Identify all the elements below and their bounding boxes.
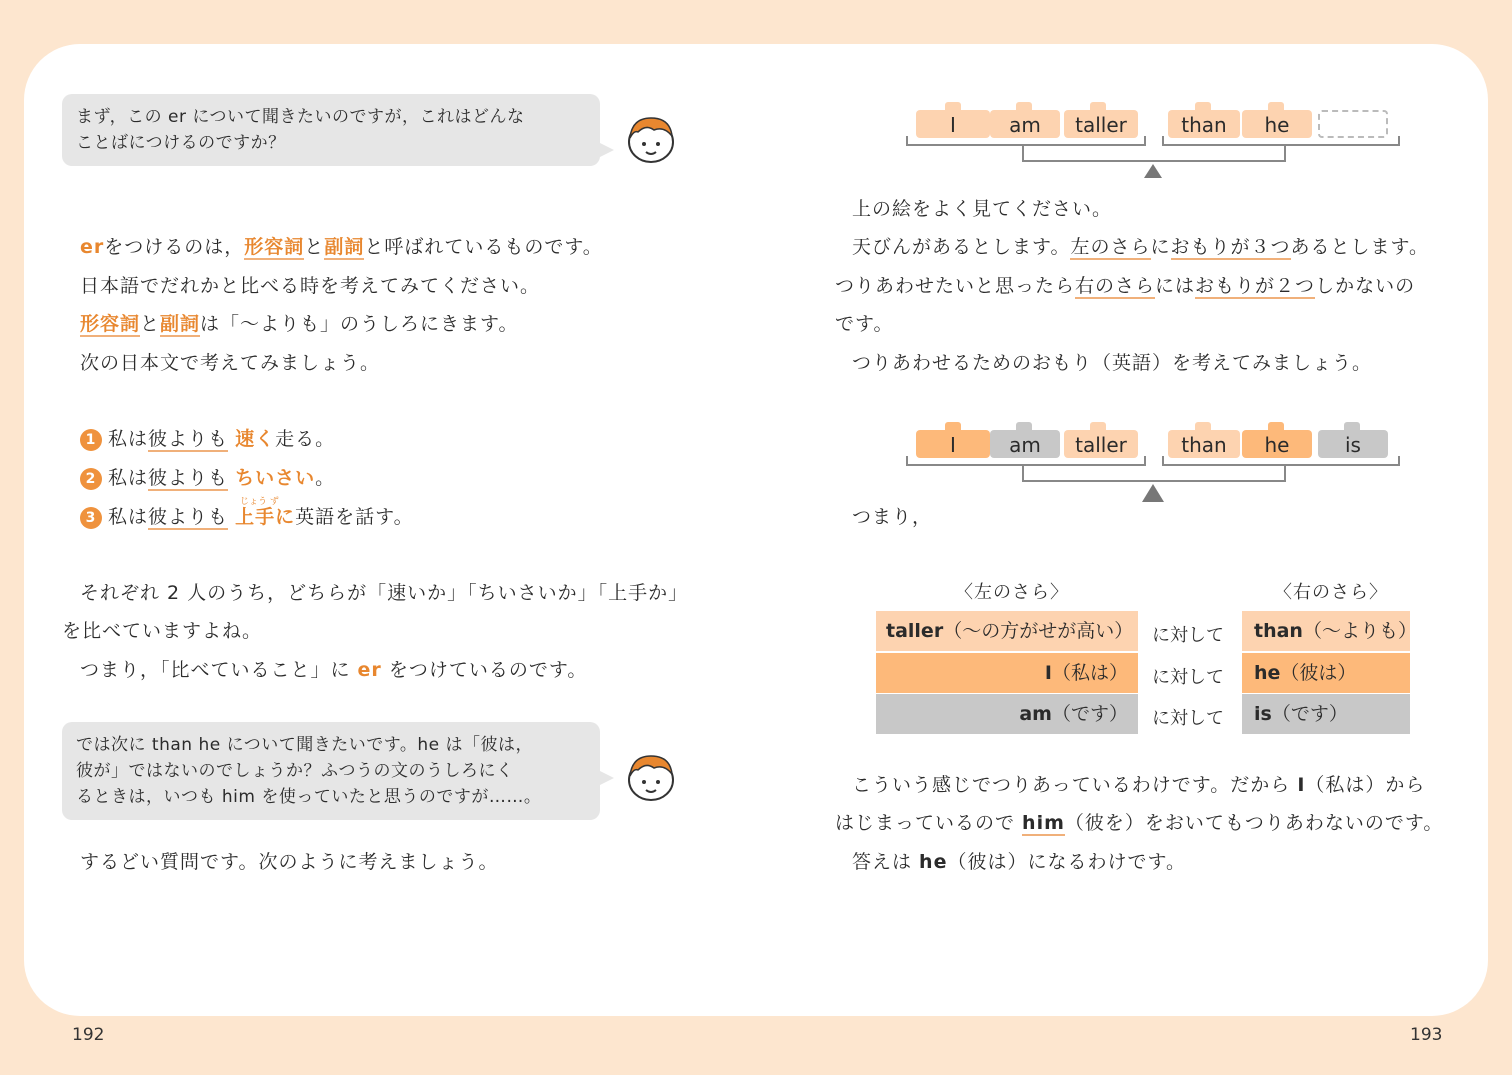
missing-weight-block [1318, 110, 1388, 138]
weight-block: he [1242, 110, 1312, 138]
scale-beam [1022, 466, 1286, 482]
student-face-icon [624, 112, 678, 166]
bubble-line: まず，この er について聞きたいのですが，これはどんな [76, 107, 525, 127]
question-bubble-1 [62, 94, 600, 166]
student-face-icon [624, 750, 678, 804]
bubble-line: では次に than he について聞きたいです。he は「彼は， [76, 735, 534, 755]
paragraph-line: 次の日本文で考えてみましょう。 [80, 352, 381, 374]
table-cell-right: than（～よりも） [1242, 611, 1410, 651]
table-cell-mid: に対して [1152, 625, 1224, 646]
furigana: じょう ず [240, 497, 279, 507]
paragraph-line: 形容詞と副詞は「～よりも」のうしろにきます。 [80, 313, 519, 335]
paragraph-line: こういう感じでつりあっているわけです。だから I（私は）から [852, 774, 1426, 796]
paragraph-line: するどい質問です。次のように考えましょう。 [80, 851, 499, 873]
weight-block: am [990, 110, 1060, 138]
question-bubble-2 [62, 722, 600, 820]
weight-block: than [1168, 430, 1240, 458]
table-cell-left: taller（～の方がせが高い） [876, 611, 1138, 651]
left-pan [906, 456, 1146, 466]
paragraph-line: 答えは he（彼は）になるわけです。 [852, 851, 1186, 873]
balance-scale-2 [902, 418, 1402, 508]
page-number-right: 193 [1410, 1025, 1443, 1045]
example-3: 3 私は彼よりも 上手に英語を話す。 [80, 504, 414, 530]
table-cell-right: he（彼は） [1242, 653, 1410, 693]
right-pan [1162, 456, 1400, 466]
example-1: 1 私は彼よりも 速く走る。 [80, 426, 335, 452]
balance-scale-1 [902, 98, 1402, 188]
paragraph-line: を比べていますよね。 [62, 620, 263, 642]
paragraph-line: です。 [835, 313, 894, 335]
paragraph-line: つりあわせるためのおもり（英語）を考えてみましょう。 [852, 352, 1373, 374]
left-pan [906, 136, 1146, 146]
right-pan [1162, 136, 1400, 146]
example-2: 2 私は彼よりも ちいさい。 [80, 465, 335, 491]
weight-block: he [1242, 430, 1312, 458]
paragraph-line: 上の絵をよく見てください。 [852, 198, 1113, 220]
table-cell-mid: に対して [1152, 667, 1224, 688]
paragraph-line: erをつけるのは，形容詞と副詞と呼ばれているものです。 [80, 236, 603, 258]
page-number-left: 192 [72, 1025, 105, 1045]
table-cell-right: is（です） [1242, 694, 1410, 734]
paragraph-line: つまり， [852, 506, 933, 528]
paragraph-line: 天びんがあるとします。左のさらにおもりが３つあるとします。 [852, 236, 1430, 258]
fulcrum [1144, 164, 1162, 178]
weight-block: am [990, 430, 1060, 458]
paragraph-line: 日本語でだれかと比べる時を考えてみてください。 [80, 275, 541, 297]
fulcrum [1142, 484, 1164, 502]
weight-block: taller [1064, 110, 1138, 138]
bubble-line: 彼が」ではないのでしょうか？ふつうの文のうしろにく [76, 761, 514, 781]
paragraph-line: つまり，「比べていること」に er をつけているのです。 [80, 659, 588, 681]
right-pan-header: 〈右のさら〉 [1274, 582, 1388, 603]
weight-block: taller [1064, 430, 1138, 458]
table-cell-left: am（です） [876, 694, 1138, 734]
scale-beam [1022, 146, 1286, 162]
table-cell-left: I（私は） [876, 653, 1138, 693]
paragraph-line: はじまっているので him（彼を）をおいてもつりあわないのです。 [835, 812, 1444, 834]
weight-block: than [1168, 110, 1240, 138]
table-cell-mid: に対して [1152, 708, 1224, 729]
bubble-line: ことばにつけるのですか？ [76, 133, 286, 153]
left-pan-header: 〈左のさら〉 [955, 582, 1069, 603]
weight-block: is [1318, 430, 1388, 458]
weight-block: I [916, 110, 990, 138]
bubble-line: るときは，いつも him を使っていたと思うのですが……。 [76, 787, 542, 807]
paragraph-line: つりあわせたいと思ったら右のさらにはおもりが２つしかないの [835, 275, 1416, 297]
paragraph-line: それぞれ 2 人のうち，どちらが「速いか」「ちいさいか」「上手か」 [80, 582, 689, 604]
weight-block: I [916, 430, 990, 458]
